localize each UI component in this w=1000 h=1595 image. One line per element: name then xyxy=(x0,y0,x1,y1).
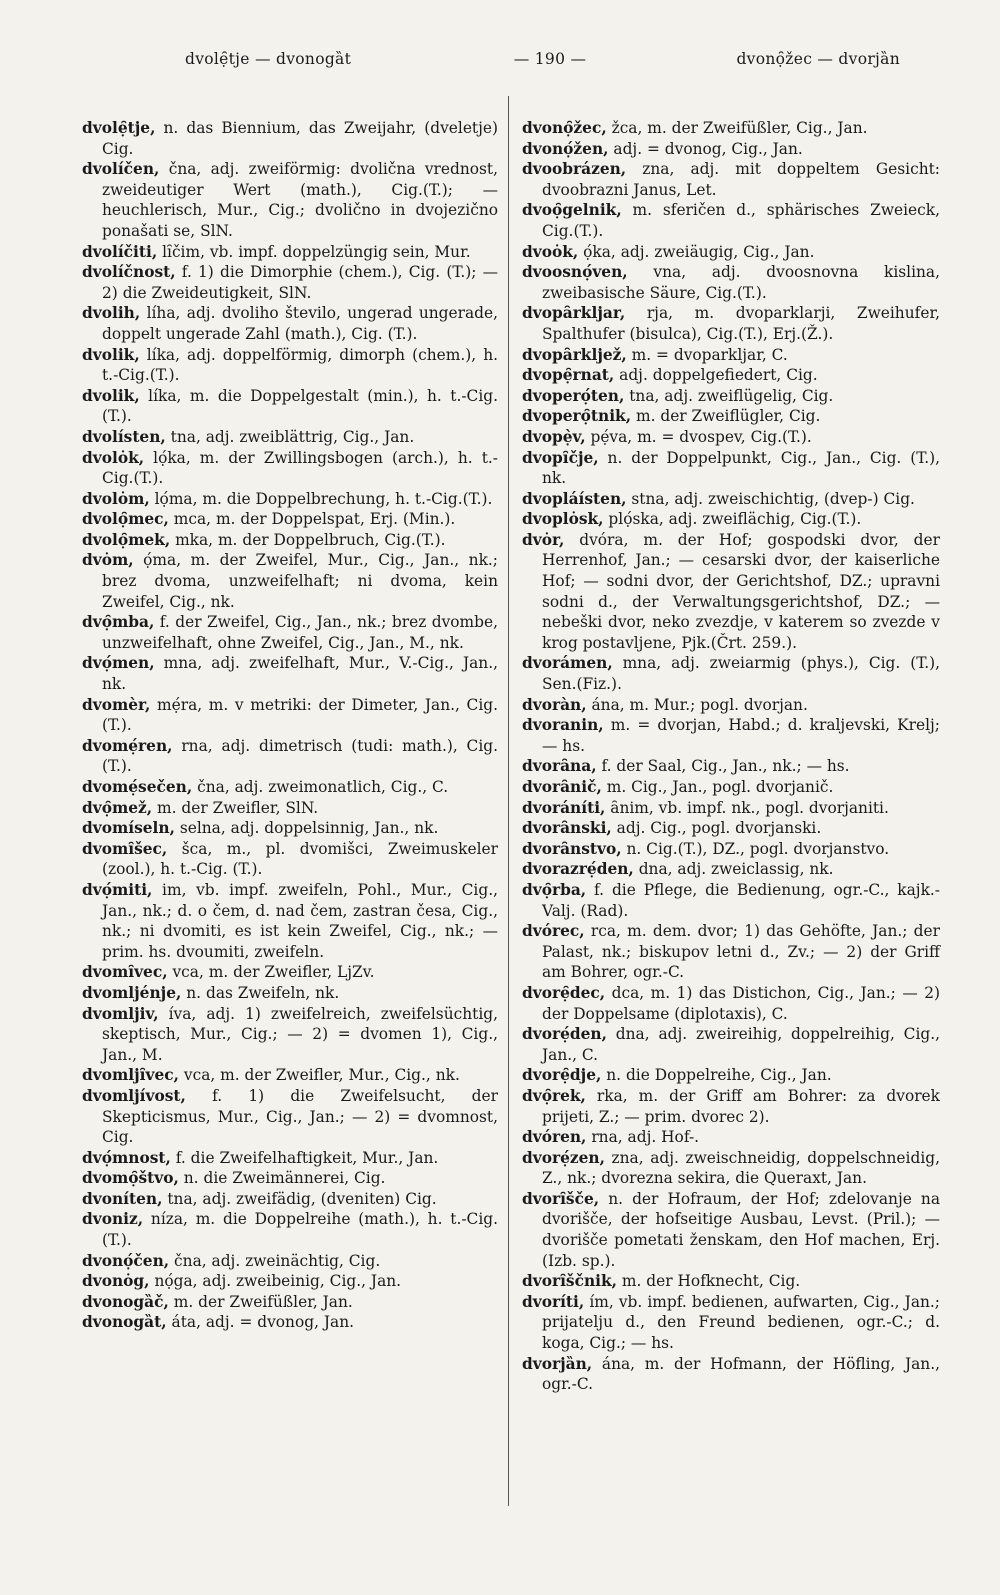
entry-definition: níza, m. die Doppelreihe (math.), h. t.-Cig.(T.). xyxy=(102,1210,498,1250)
entry-headword: dvopẹ̀v, xyxy=(522,427,586,446)
dictionary-entry xyxy=(522,653,940,694)
entry-headword: dvoníten, xyxy=(82,1189,163,1208)
dictionary-entry xyxy=(82,612,498,653)
dictionary-entry xyxy=(522,1354,940,1395)
entry-definition: mna, adj. zweifelhaft, Mur., V.-Cig., Jan., nk. xyxy=(102,654,498,694)
entry-headword: dvolih, xyxy=(82,304,141,323)
entry-headword: dvopẹ̑rnat, xyxy=(522,366,615,385)
dictionary-entry xyxy=(82,345,498,386)
dictionary-entry xyxy=(522,777,940,798)
dictionary-entry xyxy=(522,921,940,983)
entry-definition: líha, adj. dvoliho število, ungerad ungerade, doppelt ungerade Zahl (math.), Cig. (T.). xyxy=(102,304,498,343)
dictionary-entry xyxy=(522,695,940,716)
entry-headword: dvoọ̑gelnik, xyxy=(522,201,622,220)
entry-headword: dvomljénje, xyxy=(82,983,182,1002)
entry-headword: dvorȃnič, xyxy=(522,778,602,796)
dictionary-entry xyxy=(522,303,940,344)
entry-headword: dvoniz, xyxy=(82,1210,144,1229)
entry-definition: n. das Zweifeln, nk. xyxy=(181,983,340,1002)
entry-definition: čna, adj. zweimonatlich, Cig., C. xyxy=(192,778,449,796)
entry-definition: n. die Zweimännerei, Cig. xyxy=(178,1169,386,1188)
entry-definition: m. der Zweiflügler, Cig. xyxy=(631,407,821,426)
running-header xyxy=(80,50,920,78)
dictionary-entry xyxy=(522,365,940,386)
dictionary-entry xyxy=(82,550,498,612)
entry-headword: dvolik, xyxy=(82,386,140,405)
entry-definition: f. die Pflege, die Bedienung, ogr.-C., kajk.-Valj. (Rad). xyxy=(542,880,940,920)
entry-headword: dvolíčiti, xyxy=(82,242,158,261)
entry-headword: dvorı̑ščnik, xyxy=(522,1272,618,1291)
entry-headword: dvonogȁč, xyxy=(82,1292,169,1311)
entry-definition: f. die Zweifelhaftigkeit, Mur., Jan. xyxy=(170,1148,439,1167)
dictionary-entry xyxy=(82,1209,498,1250)
dictionary-entry xyxy=(522,406,940,427)
dictionary-entry xyxy=(522,1024,940,1065)
dictionary-entry xyxy=(82,1168,498,1189)
dictionary-entry xyxy=(522,1148,940,1189)
entry-headword: dvọ̑mba, xyxy=(82,613,155,632)
dictionary-entry xyxy=(82,962,498,983)
entry-headword: dvoríti, xyxy=(522,1292,585,1311)
entry-headword: dvolọ̑mek, xyxy=(82,530,171,549)
dictionary-entry xyxy=(522,262,940,303)
entry-definition: f. 1) die Dimorphie (chem.), Cig. (T.); — 2) die Zweideutigkeit, SlN. xyxy=(102,263,498,302)
right-column xyxy=(522,118,940,1395)
entry-headword: dvoperọ̑tnik, xyxy=(522,407,632,426)
entry-definition: čna, adj. zweiförmig: dvolična vrednost, zweideutiger Wert (math.), Cig.(T.); — heuchlerisch, Mur., Cig.; dvolično in dvojezično ponašati se, SlN. xyxy=(102,160,498,240)
dictionary-entry xyxy=(82,1065,498,1086)
dictionary-entry xyxy=(82,1271,498,1292)
dictionary-entry xyxy=(82,983,498,1004)
entry-definition: ọ́ma, m. der Zweifel, Mur., Cig., Jan., nk.; brez dvoma, unzweifelhaft; ni dvoma, kein Zweifel, Cig., nk. xyxy=(102,551,498,611)
entry-definition: im, vb. impf. zweifeln, Pohl., Mur., Cig., Jan., nk.; d. o čem, d. nad čem, zastran česa, Cig., nk.; ni dvomiti, es ist kein Zweifel, Cig., nk.; — prim. hs. dvoumiti, zweifeln. xyxy=(102,880,498,961)
entry-headword: dvorẹ̑dje, xyxy=(522,1066,602,1085)
entry-headword: dvomljiv, xyxy=(82,1004,159,1023)
entry-definition: lọ́ka, m. der Zwillingsbogen (arch.), h. t.-Cig.(T.). xyxy=(102,448,498,488)
entry-definition: rna, adj. Hof-. xyxy=(586,1128,700,1147)
entry-definition: m. = dvorjan, Habd.; d. kraljevski, Krelj; — hs. xyxy=(542,716,940,755)
entry-headword: dvopláísten, xyxy=(522,489,627,508)
entry-headword: dvórec, xyxy=(522,922,585,941)
entry-headword: dvonọ̑žec, xyxy=(522,119,607,137)
entry-definition: pẹ́va, m. = dvospev, Cig.(T.). xyxy=(585,427,812,446)
entry-definition: šca, m., pl. dvomišci, Zweimuskeler (zool.), h. t.-Cig. (T.). xyxy=(102,839,498,879)
entry-definition: m. = dvoparkljar, C. xyxy=(626,345,788,364)
dictionary-entry xyxy=(522,756,940,777)
dictionary-entry xyxy=(82,1004,498,1066)
dictionary-entry xyxy=(82,448,498,489)
entry-definition: n. der Hofraum, der Hof; zdelovanje na dvorišče, der hofseitige Ausbau, Levst. (Pril.); — dvorišče pometati ženskam, den Hof machen, Erj.(Izb. sp.). xyxy=(542,1189,940,1270)
entry-headword: dvorámen, xyxy=(522,654,613,673)
dictionary-entry xyxy=(522,1271,940,1292)
entry-definition: vca, m. der Zweifler, LjZv. xyxy=(167,963,375,982)
entry-definition: žca, m. der Zweifüßler, Cig., Jan. xyxy=(606,119,868,137)
entry-definition: f. 1) die Zweifelsucht, der Skepticismus, Mur., Cig., Jan.; — 2) = dvomnost, Cig. xyxy=(102,1086,498,1147)
entry-headword: dvomọ̑štvo, xyxy=(82,1169,179,1188)
dictionary-entry xyxy=(522,818,940,839)
dictionary-entry xyxy=(82,1148,498,1169)
entry-definition: ána, m. der Hofmann, der Höfling, Jan., ogr.-C. xyxy=(542,1354,940,1394)
entry-headword: dvoȯk, xyxy=(522,242,579,261)
entry-headword: dvonọ́žen, xyxy=(522,139,609,158)
entry-headword: dvolik, xyxy=(82,345,140,364)
entry-definition: stna, adj. zweischichtig, (dvep-) Cig. xyxy=(626,489,915,508)
dictionary-entry xyxy=(522,1065,940,1086)
entry-definition: ȃnim, vb. impf. nk., pogl. dvorjaniti. xyxy=(605,798,889,817)
dictionary-entry xyxy=(522,1292,940,1354)
dictionary-entry xyxy=(82,818,498,839)
entry-definition: m. der Zweifüßler, Jan. xyxy=(168,1292,353,1311)
dictionary-entry xyxy=(522,159,940,200)
entry-definition: adj. = dvonog, Cig., Jan. xyxy=(608,139,803,158)
dictionary-entry xyxy=(82,1251,498,1272)
dictionary-entry xyxy=(82,242,498,263)
dictionary-entry xyxy=(82,1312,498,1333)
entry-headword: dvoplȯsk, xyxy=(522,510,604,529)
entry-definition: n. Cig.(T.), DZ., pogl. dvorjanstvo. xyxy=(621,839,890,858)
entry-definition: ọ́ka, adj. zweiäugig, Cig., Jan. xyxy=(578,242,815,261)
entry-headword: dvoráníti, xyxy=(522,798,606,817)
dictionary-entry xyxy=(82,1086,498,1148)
entry-headword: dvoperọ́ten, xyxy=(522,386,625,405)
dictionary-entry xyxy=(82,839,498,880)
dictionary-entry xyxy=(522,242,940,263)
entry-headword: dvolísten, xyxy=(82,427,166,446)
page-number: — 190 — xyxy=(513,50,587,68)
column-divider xyxy=(508,96,509,1506)
entry-definition: rja, m. dvoparklarji, Zweihufer, Spalthufer (bisulca), Cig.(T.), Erj.(Ž.). xyxy=(542,304,940,343)
entry-definition: m. Cig., Jan., pogl. dvorjanič. xyxy=(601,778,834,796)
entry-headword: dvonȯg, xyxy=(82,1272,150,1291)
entry-definition: vca, m. der Zweifler, Mur., Cig., nk. xyxy=(178,1066,460,1085)
entry-definition: n. das Biennium, das Zweijahr, (dveletje) Cig. xyxy=(102,119,498,158)
entry-definition: mna, adj. zweiarmig (phys.), Cig. (T.), Sen.(Fiz.). xyxy=(542,654,940,694)
entry-definition: dca, m. 1) das Distichon, Cig., Jan.; — 2) der Doppelsame (diplotaxis), C. xyxy=(542,983,940,1023)
entry-headword: dvopı̑čje, xyxy=(522,448,599,467)
entry-headword: dvȯr, xyxy=(522,530,565,549)
header-right-guideword: dvonọ̑žec — dvorjȁn xyxy=(736,50,900,68)
entry-headword: dvọ̑mež, xyxy=(82,798,153,817)
entry-headword: dvorazrẹ́den, xyxy=(522,860,634,879)
entry-headword: dvomèr, xyxy=(82,695,151,714)
entry-definition: lọ́ma, m. die Doppelbrechung, h. t.-Cig.(T.). xyxy=(149,489,493,508)
entry-headword: dvọ̑rba, xyxy=(522,880,587,899)
entry-headword: dvorẹ́zen, xyxy=(522,1148,605,1167)
entry-definition: rna, adj. dimetrisch (tudi: math.), Cig.(T.). xyxy=(102,736,498,776)
dictionary-entry xyxy=(522,983,940,1024)
entry-definition: n. die Doppelreihe, Cig., Jan. xyxy=(601,1066,832,1085)
dictionary-entry xyxy=(82,530,498,551)
dictionary-entry xyxy=(82,695,498,736)
entry-definition: m. der Hofknecht, Cig. xyxy=(617,1272,801,1291)
entry-definition: íva, adj. 1) zweifelreich, zweifelsüchtig, skeptisch, Mur., Cig.; — 2) = dvomen 1), Cig., Jan., M. xyxy=(102,1004,498,1064)
entry-headword: dvoràn, xyxy=(522,695,587,714)
entry-definition: m. sferičen d., sphärisches Zweieck, Cig.(T.). xyxy=(542,201,940,240)
entry-headword: dvorẹ̑dec, xyxy=(522,983,606,1002)
entry-definition: dvóra, m. der Hof; gospodski dvor, der Herrenhof, Jan.; — cesarski dvor, der kaiserliche Hof; — sodni dvor, der Gerichtshof, DZ.; upravni sodni d., der Verwaltungsgerichtshof, DZ.; — nebeški dvor, neko zvezdje, v katerem so zvezde v krog postavljene, Pjk.(Črt. 259.). xyxy=(542,530,940,652)
entry-definition: mka, m. der Doppelbruch, Cig.(T.). xyxy=(170,530,446,549)
entry-definition: selna, adj. doppelsinnig, Jan., nk. xyxy=(174,819,439,838)
entry-definition: líka, m. die Doppelgestalt (min.), h. t.-Cig.(T.). xyxy=(102,386,498,426)
entry-definition: dna, adj. zweiclassig, nk. xyxy=(633,860,834,879)
entry-headword: dvoranin, xyxy=(522,716,604,735)
entry-headword: dvolọ̑mec, xyxy=(82,510,169,529)
entry-headword: dvoobrázen, xyxy=(522,160,627,179)
dictionary-entry xyxy=(522,1127,940,1148)
entry-headword: dvọ́mnost, xyxy=(82,1148,171,1167)
dictionary-entry xyxy=(522,139,940,160)
entry-definition: adj. Cig., pogl. dvorjanski. xyxy=(611,819,822,838)
dictionary-entry xyxy=(82,777,498,798)
dictionary-entry xyxy=(522,386,940,407)
entry-headword: dvorı̑šče, xyxy=(522,1189,600,1208)
entry-headword: dvopȃrklјež, xyxy=(522,345,627,364)
dictionary-entry xyxy=(522,448,940,489)
entry-headword: dvoosnọ́ven, xyxy=(522,263,628,282)
entry-headword: dvorȃna, xyxy=(522,757,597,776)
dictionary-entry xyxy=(82,489,498,510)
entry-definition: dna, adj. zweireihig, doppelreihig, Cig., Jan., C. xyxy=(542,1025,940,1064)
dictionary-entry xyxy=(522,715,940,756)
entry-headword: dvomẹ́sečen, xyxy=(82,778,193,796)
dictionary-entry xyxy=(82,1189,498,1210)
entry-headword: dvomljívost, xyxy=(82,1086,186,1105)
entry-definition: áta, adj. = dvonog, Jan. xyxy=(166,1313,355,1332)
entry-definition: tna, adj. zweiflügelig, Cig. xyxy=(624,386,834,405)
entry-definition: ána, m. Mur.; pogl. dvorjan. xyxy=(586,695,808,714)
entry-headword: dvȯm, xyxy=(82,551,134,570)
dictionary-entry xyxy=(82,880,498,962)
entry-headword: dvomljı̑vec, xyxy=(82,1066,179,1085)
entry-headword: dvọ́miti, xyxy=(82,880,153,899)
entry-headword: dvọ̑rek, xyxy=(522,1086,586,1105)
entry-headword: dvolẹ̑tje, xyxy=(82,119,156,137)
entry-definition: zna, adj. zweischneidig, doppelschneidig, Z., nk.; dvorezna sekira, die Queraxt, Jan. xyxy=(542,1148,940,1188)
entry-headword: dvolíčen, xyxy=(82,160,160,179)
dictionary-entry xyxy=(522,118,940,139)
entry-definition: ím, vb. impf. bedienen, aufwarten, Cig., Jan.; prijatelju d., den Freund bedienen, ogr.-C.; d. koga, Cig.; — hs. xyxy=(542,1292,940,1353)
entry-headword: dvomẹ́ren, xyxy=(82,736,173,755)
dictionary-entry xyxy=(82,427,498,448)
dictionary-entry xyxy=(522,839,940,860)
dictionary-entry xyxy=(522,345,940,366)
entry-headword: dvomı̑šec, xyxy=(82,839,168,858)
entry-definition: f. der Saal, Cig., Jan., nk.; — hs. xyxy=(596,757,850,776)
dictionary-entry xyxy=(82,509,498,530)
entry-headword: dvolȯm, xyxy=(82,489,150,508)
dictionary-entry xyxy=(522,200,940,241)
dictionary-entry xyxy=(522,1189,940,1271)
entry-definition: rka, m. der Griff am Bohrer: za dvorek prijeti, Z.; — prim. dvorec 2). xyxy=(542,1086,940,1126)
entry-definition: f. der Zweifel, Cig., Jan., nk.; brez dvombe, unzweifelhaft, ohne Zweifel, Cig., Jan., M., nk. xyxy=(102,613,498,652)
dictionary-entry xyxy=(522,489,940,510)
dictionary-entry xyxy=(82,1292,498,1313)
entry-headword: dvonogȁt, xyxy=(82,1313,167,1332)
dictionary-entry xyxy=(82,159,498,241)
dictionary-entry xyxy=(522,859,940,880)
dictionary-entry xyxy=(82,653,498,694)
entry-headword: dvonọ́čen, xyxy=(82,1251,170,1270)
entry-definition: líka, adj. doppelförmig, dimorph (chem.), h. t.-Cig.(T.). xyxy=(102,345,498,385)
dictionary-entry xyxy=(522,1086,940,1127)
dictionary-entry xyxy=(82,798,498,819)
entry-definition: nọ́ga, adj. zweibeinig, Cig., Jan. xyxy=(149,1272,402,1291)
entry-definition: zna, adj. mit doppeltem Gesicht: dvoobrazni Janus, Let. xyxy=(542,160,940,199)
dictionary-entry xyxy=(522,880,940,921)
entry-definition: lı̑čim, vb. impf. doppelzüngig sein, Mur. xyxy=(157,242,471,261)
header-left-guideword: dvolẹ̑tje — dvonogȁt xyxy=(185,50,352,68)
entry-definition: plọ́ska, adj. zweiflächig, Cig.(T.). xyxy=(603,510,862,529)
entry-headword: dvorȃnski, xyxy=(522,819,612,838)
entry-headword: dvorẹ́den, xyxy=(522,1025,607,1044)
entry-headword: dvopȃrkljar, xyxy=(522,304,626,323)
entry-definition: mca, m. der Doppelspat, Erj. (Min.). xyxy=(168,510,456,529)
dictionary-entry xyxy=(522,530,940,654)
entry-definition: čna, adj. zweinächtig, Cig. xyxy=(169,1251,381,1270)
entry-headword: dvomíseln, xyxy=(82,819,175,838)
left-column xyxy=(82,118,498,1333)
entry-definition: mẹ́ra, m. v metriki: der Dimeter, Jan., Cig.(T.). xyxy=(102,695,498,735)
entry-headword: dvorjȁn, xyxy=(522,1354,593,1373)
entry-headword: dvomı̑vec, xyxy=(82,963,168,982)
entry-headword: dvorȃnstvo, xyxy=(522,839,622,858)
entry-definition: m. der Zweifler, SlN. xyxy=(152,798,319,817)
dictionary-entry xyxy=(82,386,498,427)
entry-definition: vna, adj. dvoosnovna kislina, zweibasische Säure, Cig.(T.). xyxy=(542,263,940,302)
dictionary-entry xyxy=(82,262,498,303)
entry-headword: dvọ́men, xyxy=(82,654,155,673)
dictionary-entry xyxy=(522,427,940,448)
entry-definition: n. der Doppelpunkt, Cig., Jan., Cig. (T.), nk. xyxy=(542,448,940,488)
dictionary-entry xyxy=(522,509,940,530)
entry-definition: adj. doppelgefiedert, Cig. xyxy=(614,366,818,385)
dictionary-entry xyxy=(82,303,498,344)
entry-headword: dvolíčnost, xyxy=(82,263,176,282)
entry-definition: tna, adj. zweiblättrig, Cig., Jan. xyxy=(165,427,415,446)
entry-definition: rca, m. dem. dvor; 1) das Gehöfte, Jan.; der Palast, nk.; biskupov letni d., Zv.; — 2) der Griff am Bohrer, ogr.-C. xyxy=(542,922,940,982)
dictionary-entry xyxy=(82,118,498,159)
entry-headword: dvóren, xyxy=(522,1128,587,1147)
dictionary-entry xyxy=(522,798,940,819)
dictionary-entry xyxy=(82,736,498,777)
entry-headword: dvolȯk, xyxy=(82,448,145,467)
entry-definition: tna, adj. zweifädig, (dveniten) Cig. xyxy=(162,1189,437,1208)
